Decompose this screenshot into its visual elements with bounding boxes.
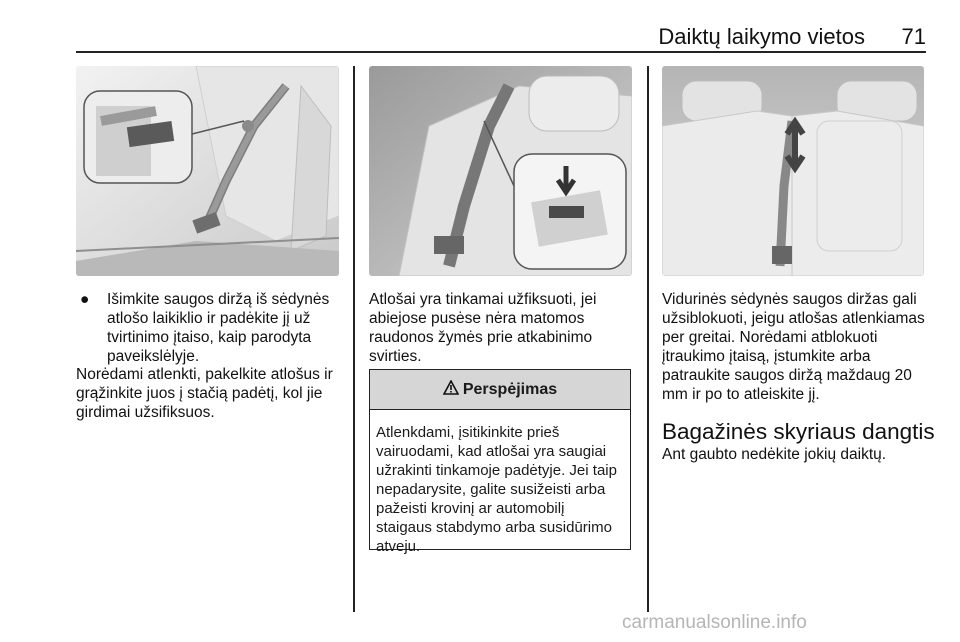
column-divider (353, 66, 355, 612)
section-heading: Bagažinės skyriaus dangtis (662, 419, 935, 444)
header-rule (76, 51, 926, 53)
warning-box (369, 369, 631, 555)
section-text: Ant gaubto nedėkite jokių daiktų. (662, 446, 887, 463)
warning-triangle-icon (443, 380, 459, 400)
warning-title: Perspėjimas (462, 380, 558, 398)
column-divider (647, 66, 649, 612)
bullet-text: Išimkite saugos diržą iš sėdynės atlošo laikiklio ir padėkite jį už tvirtinimo įtaiso, kaip parodyta paveikslėlyje. (107, 291, 330, 365)
warning-header (370, 370, 630, 410)
page-number: 71 (901, 24, 926, 49)
paragraph: Atlošai yra tinkamai užfiksuoti, jei abiejose pusėse nėra matomos raudonos žymės prie atkabinimo svirties. (369, 291, 597, 365)
paragraph: Norėdami atlenkti, pakelkite atlošus ir grąžinkite juos į stačią padėtį, kol jie girdimai užsifiksuos. (76, 366, 333, 421)
illustration-red-mark-lever (369, 66, 632, 276)
watermark: carmanualsonline.info (622, 612, 807, 633)
bullet-item (80, 290, 342, 366)
illustration-center-belt (662, 66, 924, 276)
paragraph: Vidurinės sėdynės saugos diržas gali užsiblokuoti, jeigu atlošas atlenkiamas per greitai. Norėdami atblokuoti įtraukimo įtaisą, įstumkite arba patraukite saugos diržą maždaug 20 mm ir po to atleiskite jį. (662, 291, 925, 403)
bullet-dot: ● (80, 291, 90, 308)
warning-text: Atlenkdami, įsitikinkite prieš vairuodami, kad atlošai yra saugiai užrakinti tinkamoje padėtyje. Jei taip nepadarysite, galite susižeisti arba pažeisti krovinį ar automobilį staigaus stabdymo arba susidūrimo atveju. (376, 424, 617, 555)
illustration-belt-holder (76, 66, 339, 276)
page-header-title: Daiktų laikymo vietos (658, 24, 865, 49)
